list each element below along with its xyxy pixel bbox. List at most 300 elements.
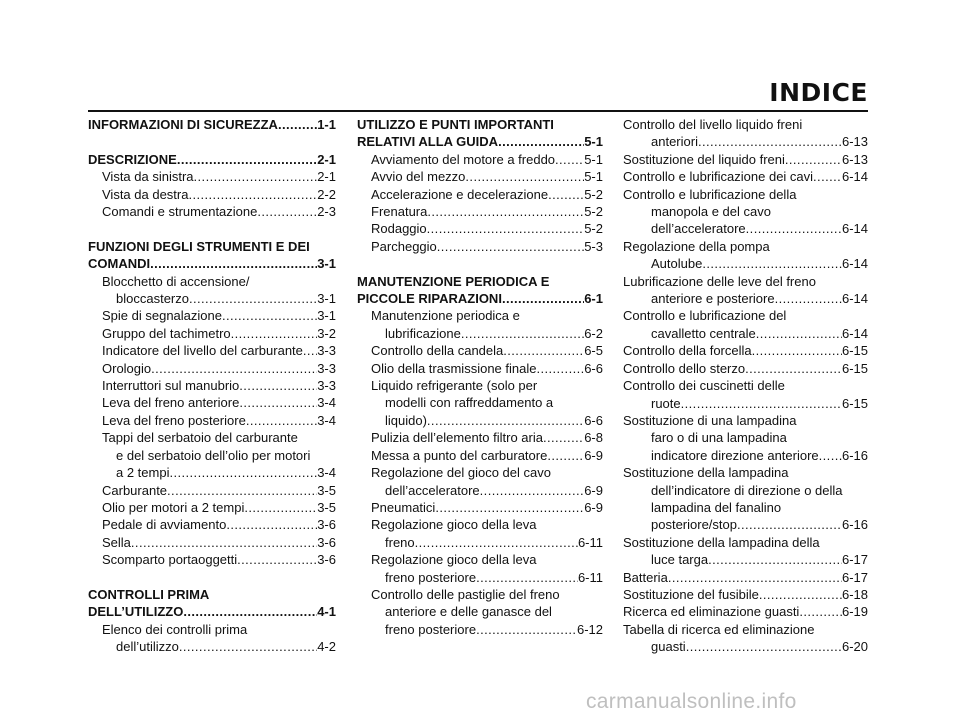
- toc-page-number: 6-18: [841, 586, 868, 602]
- toc-entry: [357, 168, 603, 185]
- toc-entry: [357, 186, 603, 203]
- toc-page-number: 6-14: [841, 256, 868, 272]
- toc-entry-text: Lubrificazione delle leve del freno: [623, 273, 816, 289]
- toc-entry-text: Avvio del mezzo: [371, 169, 466, 185]
- toc-page-number: 5-3: [584, 238, 603, 254]
- toc-entry: [623, 429, 868, 446]
- toc-entry: [623, 325, 868, 342]
- dot-leader: [131, 534, 317, 551]
- toc-entry-text: Blocchetto di accensione/: [102, 273, 250, 289]
- toc-entry-text: Regolazione gioco della leva: [371, 552, 537, 568]
- toc-entry: [357, 516, 603, 533]
- toc-entry-text: anteriori: [651, 134, 698, 150]
- toc-entry-text: Autolube: [651, 256, 703, 272]
- toc-entry-text: cavalletto centrale: [651, 325, 756, 341]
- toc-entry-text: Controllo e lubrificazione del: [623, 308, 787, 324]
- toc-entry-text: Sostituzione del fusibile: [623, 586, 759, 602]
- toc-entry: [623, 273, 868, 290]
- toc-entry-text: Indicatore del livello del carburante: [102, 343, 303, 359]
- toc-entry-text: Avviamento del motore a freddo: [371, 151, 556, 167]
- toc-entry-text: COMANDI: [88, 256, 151, 272]
- dot-leader: [819, 447, 842, 464]
- toc-page-number: 3-3: [317, 343, 336, 359]
- toc-entry-text: manopola e del cavo: [651, 204, 771, 220]
- toc-entry-text: Spie di segnalazione: [102, 308, 222, 324]
- toc-entry-text: Sostituzione della lampadina: [623, 465, 789, 481]
- toc-entry: [357, 220, 603, 237]
- toc-entry-text: CONTROLLI PRIMA: [88, 586, 210, 602]
- toc-entry-text: Manutenzione periodica e: [371, 308, 520, 324]
- dot-leader: [239, 377, 317, 394]
- dot-leader: [799, 603, 842, 620]
- dot-leader: [239, 394, 317, 411]
- toc-entry: [623, 447, 868, 464]
- toc-entry: [623, 290, 868, 307]
- toc-section-heading: [88, 255, 336, 272]
- section-gap: [88, 133, 336, 150]
- toc-page-number: 4-2: [317, 639, 336, 655]
- toc-entry-text: Accelerazione e decelerazione: [371, 186, 549, 202]
- toc-page-number: 3-6: [317, 534, 336, 550]
- toc-entry-text: Ricerca ed eliminazione guasti: [623, 604, 800, 620]
- toc-entry: [623, 238, 868, 255]
- toc-entry-text: Controllo della candela: [371, 343, 504, 359]
- toc-entry: [623, 603, 868, 620]
- dot-leader: [427, 203, 584, 220]
- toc-entry-text: Tappi del serbatoio del carburante: [102, 430, 298, 446]
- toc-page-number: 6-12: [576, 621, 603, 637]
- toc-entry: [88, 429, 336, 446]
- dot-leader: [278, 116, 317, 133]
- toc-page-number: 2-3: [317, 204, 336, 220]
- dot-leader: [555, 151, 584, 168]
- toc-page-number: 3-6: [317, 517, 336, 533]
- toc-page-number: 3-4: [317, 395, 336, 411]
- toc-entry-text: Batteria: [623, 569, 668, 585]
- toc-entry: [623, 360, 868, 377]
- toc-entry-text: dell’indicatore di direzione o della: [651, 482, 843, 498]
- toc-entry: [88, 551, 336, 568]
- dot-leader: [237, 551, 317, 568]
- toc-entry: [357, 238, 603, 255]
- toc-entry: [357, 534, 603, 551]
- toc-entry-text: Vista da destra: [102, 186, 189, 202]
- toc-entry-text: MANUTENZIONE PERIODICA E: [357, 273, 550, 289]
- toc-entry: [623, 551, 868, 568]
- toc-entry: [88, 516, 336, 533]
- toc-entry-text: Elenco dei controlli prima: [102, 621, 248, 637]
- toc-entry: [88, 377, 336, 394]
- toc-entry: [357, 429, 603, 446]
- toc-entry-text: liquido): [385, 412, 427, 428]
- toc-page-number: 6-14: [841, 291, 868, 307]
- toc-entry-text: Tabella di ricerca ed eliminazione: [623, 621, 815, 637]
- toc-entry-text: DELL’UTILIZZO: [88, 604, 184, 620]
- toc-entry-text: Regolazione del gioco del cavo: [371, 465, 551, 481]
- dot-leader: [151, 360, 317, 377]
- toc-entry: [88, 307, 336, 324]
- toc-entry: [623, 203, 868, 220]
- toc-page-number: 6-14: [841, 169, 868, 185]
- toc-entry: [623, 255, 868, 272]
- toc-page-number: 6-14: [841, 325, 868, 341]
- toc-entry: [623, 151, 868, 168]
- toc-page-number: 6-2: [584, 325, 603, 341]
- toc-entry-text: lampadina del fanalino: [651, 499, 782, 515]
- toc-page-number: 3-4: [317, 465, 336, 481]
- toc-entry: [88, 412, 336, 429]
- dot-leader: [150, 255, 317, 272]
- toc-page-number: 3-1: [317, 308, 336, 324]
- toc-page-number: 6-17: [841, 552, 868, 568]
- dot-leader: [785, 151, 842, 168]
- dot-leader: [177, 151, 317, 168]
- toc-column-3: [623, 116, 868, 656]
- dot-leader: [179, 638, 317, 655]
- toc-entry: [623, 534, 868, 551]
- toc-entry-text: Liquido refrigerante (solo per: [371, 378, 538, 394]
- dot-leader: [194, 168, 318, 185]
- toc-entry-text: Controllo delle pastiglie del freno: [371, 586, 560, 602]
- toc-page-number: 3-6: [317, 552, 336, 568]
- toc-entry-text: Gruppo del tachimetro: [102, 325, 231, 341]
- toc-section-heading: [357, 290, 603, 307]
- toc-entry-text: Olio per motori a 2 tempi: [102, 499, 245, 515]
- toc-page-number: 3-1: [317, 256, 336, 272]
- toc-page-number: 2-2: [317, 186, 336, 202]
- toc-page-number: 6-9: [584, 499, 603, 515]
- toc-entry: [623, 116, 868, 133]
- toc-page-number: 5-2: [584, 186, 603, 202]
- toc-entry-text: RELATIVI ALLA GUIDA: [357, 134, 499, 150]
- toc-entry-text: Pedale di avviamento: [102, 517, 227, 533]
- toc-page-number: 6-14: [841, 221, 868, 237]
- toc-entry-text: posteriore/stop: [651, 517, 737, 533]
- toc-entry: [88, 186, 336, 203]
- dot-leader: [681, 395, 842, 412]
- toc-page-number: 6-11: [577, 569, 603, 585]
- dot-leader: [708, 551, 842, 568]
- page-title: INDICE: [769, 78, 868, 107]
- dot-leader: [226, 516, 317, 533]
- toc-entry-text: Sostituzione del liquido freni: [623, 151, 785, 167]
- dot-leader: [427, 220, 585, 237]
- toc-entry: [88, 325, 336, 342]
- toc-entry: [357, 360, 603, 377]
- toc-entry-text: Sostituzione di una lampadina: [623, 412, 797, 428]
- toc-entry-text: anteriore e posteriore: [651, 291, 775, 307]
- toc-entry-text: Vista da sinistra: [102, 169, 194, 185]
- toc-entry: [88, 360, 336, 377]
- dot-leader: [759, 586, 842, 603]
- toc-entry-text: Leva del freno posteriore: [102, 412, 246, 428]
- toc-entry: [357, 569, 603, 586]
- toc-page-number: 6-8: [584, 430, 603, 446]
- toc-entry: [357, 482, 603, 499]
- dot-leader: [480, 482, 585, 499]
- toc-column-2: [357, 116, 603, 638]
- toc-entry-text: Sella: [102, 534, 131, 550]
- toc-page-number: 5-1: [584, 134, 603, 150]
- dot-leader: [183, 603, 317, 620]
- toc-entry-text: Leva del freno anteriore: [102, 395, 240, 411]
- dot-leader: [189, 290, 317, 307]
- toc-entry: [623, 412, 868, 429]
- toc-entry-text: Controllo della forcella: [623, 343, 752, 359]
- toc-entry: [357, 394, 603, 411]
- toc-section-heading: [357, 133, 603, 150]
- toc-page-number: 6-19: [841, 604, 868, 620]
- toc-page-number: 4-1: [317, 604, 336, 620]
- toc-entry-text: Regolazione della pompa: [623, 238, 770, 254]
- toc-page-number: 6-16: [841, 517, 868, 533]
- toc-entry: [623, 186, 868, 203]
- toc-page-number: 6-11: [577, 534, 603, 550]
- dot-leader: [231, 325, 318, 342]
- section-gap: [88, 220, 336, 237]
- toc-entry: [357, 621, 603, 638]
- toc-entry: [623, 133, 868, 150]
- toc-page-number: 6-9: [584, 482, 603, 498]
- toc-entry-text: e del serbatoio dell’olio per motori: [116, 447, 311, 463]
- dot-leader: [169, 464, 317, 481]
- dot-leader: [668, 569, 842, 586]
- toc-entry-text: INFORMAZIONI DI SICUREZZA: [88, 117, 278, 132]
- toc-section-heading: [88, 116, 336, 133]
- dot-leader: [188, 186, 317, 203]
- toc-entry: [88, 394, 336, 411]
- toc-entry-text: dell’acceleratore: [385, 482, 480, 498]
- toc-entry: [357, 307, 603, 324]
- toc-entry-text: Interruttori sul manubrio: [102, 378, 240, 394]
- toc-page-number: 5-2: [584, 221, 603, 237]
- dot-leader: [437, 238, 584, 255]
- toc-entry-text: Controllo del livello liquido freni: [623, 117, 803, 132]
- toc-page-number: 3-4: [317, 412, 336, 428]
- toc-section-heading: [357, 116, 603, 133]
- toc-page-number: 6-13: [841, 134, 868, 150]
- toc-entry-text: dell’utilizzo: [116, 639, 179, 655]
- toc-entry-text: lubrificazione: [385, 325, 461, 341]
- toc-entry: [623, 482, 868, 499]
- toc-entry-text: Controllo e lubrificazione della: [623, 186, 797, 202]
- toc-entry: [357, 342, 603, 359]
- dot-leader: [476, 569, 578, 586]
- toc-page-number: 6-6: [584, 360, 603, 376]
- toc-page-number: 6-16: [841, 447, 868, 463]
- dot-leader: [752, 342, 842, 359]
- toc-entry-text: Messa a punto del carburatore: [371, 447, 548, 463]
- toc-entry: [357, 151, 603, 168]
- toc-entry-text: Controllo dei cuscinetti delle: [623, 378, 785, 394]
- toc-page-number: 3-3: [317, 360, 336, 376]
- toc-entry: [357, 464, 603, 481]
- toc-entry: [88, 534, 336, 551]
- dot-leader: [427, 412, 584, 429]
- toc-entry: [623, 586, 868, 603]
- toc-entry: [623, 342, 868, 359]
- toc-page-number: 6-6: [584, 412, 603, 428]
- toc-entry-text: FUNZIONI DEGLI STRUMENTI E DEI: [88, 238, 310, 254]
- dot-leader: [435, 499, 584, 516]
- toc-page-number: 5-1: [584, 151, 603, 167]
- toc-entry-text: bloccasterzo: [116, 291, 189, 307]
- dot-leader: [775, 290, 842, 307]
- toc-section-heading: [88, 151, 336, 168]
- dot-leader: [222, 307, 317, 324]
- dot-leader: [547, 447, 584, 464]
- toc-entry: [623, 307, 868, 324]
- dot-leader: [303, 342, 317, 359]
- toc-page-number: 3-5: [317, 482, 336, 498]
- toc-page-number: 3-3: [317, 378, 336, 394]
- dot-leader: [246, 412, 317, 429]
- toc-entry: [623, 569, 868, 586]
- toc-section-heading: [88, 586, 336, 603]
- dot-leader: [536, 360, 584, 377]
- toc-entry-text: anteriore e delle ganasce del: [385, 604, 552, 620]
- toc-page-number: 2-1: [317, 169, 336, 185]
- toc-page-number: 6-13: [841, 151, 868, 167]
- toc-entry-text: ruote: [651, 395, 681, 411]
- toc-entry: [357, 325, 603, 342]
- title-divider: [88, 110, 868, 112]
- dot-leader: [461, 325, 584, 342]
- toc-entry-text: Frenatura: [371, 204, 428, 220]
- dot-leader: [813, 168, 842, 185]
- toc-section-heading: [88, 238, 336, 255]
- section-gap: [88, 569, 336, 586]
- toc-entry-text: Controllo dello sterzo: [623, 360, 746, 376]
- dot-leader: [702, 255, 842, 272]
- toc-page-number: 6-1: [584, 291, 603, 307]
- toc-section-heading: [357, 273, 603, 290]
- dot-leader: [257, 203, 317, 220]
- toc-entry-text: Pulizia dell’elemento filtro aria: [371, 430, 543, 446]
- toc-entry: [88, 464, 336, 481]
- toc-entry: [623, 464, 868, 481]
- toc-page-number: 6-15: [841, 343, 868, 359]
- toc-entry-text: Controllo e lubrificazione dei cavi: [623, 169, 814, 185]
- toc-page-number: 5-1: [584, 169, 603, 185]
- toc-entry-text: faro o di una lampadina: [651, 430, 787, 446]
- toc-entry: [357, 551, 603, 568]
- toc-entry-text: luce targa: [651, 552, 709, 568]
- toc-entry-text: Orologio: [102, 360, 152, 376]
- dot-leader: [503, 342, 584, 359]
- toc-entry-text: freno posteriore: [385, 569, 477, 585]
- toc-entry: [88, 482, 336, 499]
- dot-leader: [415, 534, 578, 551]
- toc-entry-text: guasti: [651, 639, 686, 655]
- toc-page-number: 6-15: [841, 360, 868, 376]
- dot-leader: [465, 168, 584, 185]
- toc-entry-text: Sostituzione della lampadina della: [623, 534, 820, 550]
- dot-leader: [244, 499, 317, 516]
- toc-entry: [88, 168, 336, 185]
- toc-entry: [88, 638, 336, 655]
- toc-entry: [357, 203, 603, 220]
- toc-section-heading: [88, 603, 336, 620]
- toc-entry: [357, 499, 603, 516]
- toc-entry-text: freno posteriore: [385, 621, 477, 637]
- toc-entry: [88, 499, 336, 516]
- toc-entry: [357, 447, 603, 464]
- toc-entry-text: Pneumatici: [371, 499, 436, 515]
- toc-entry: [357, 603, 603, 620]
- toc-entry-text: Comandi e strumentazione: [102, 204, 258, 220]
- toc-entry: [623, 377, 868, 394]
- toc-page-number: 3-5: [317, 499, 336, 515]
- toc-entry-text: Carburante: [102, 482, 168, 498]
- toc-entry: [88, 621, 336, 638]
- toc-entry-text: Parcheggio: [371, 238, 437, 254]
- toc-entry-text: dell’acceleratore: [651, 221, 746, 237]
- dot-leader: [698, 133, 842, 150]
- toc-entry-text: a 2 tempi: [116, 465, 170, 481]
- toc-entry: [623, 516, 868, 533]
- toc-entry: [88, 290, 336, 307]
- toc-entry: [623, 395, 868, 412]
- toc-entry-text: Rodaggio: [371, 221, 427, 237]
- toc-entry-text: modelli con raffreddamento a: [385, 395, 554, 411]
- toc-page-number: 6-20: [841, 639, 868, 655]
- toc-entry: [623, 638, 868, 655]
- toc-column-1: [88, 116, 336, 656]
- toc-entry: [623, 499, 868, 516]
- toc-entry: [623, 621, 868, 638]
- section-gap: [357, 255, 603, 272]
- dot-leader: [502, 290, 584, 307]
- toc-entry: [88, 447, 336, 464]
- dot-leader: [548, 186, 584, 203]
- toc-page-number: 6-9: [584, 447, 603, 463]
- toc-entry-text: DESCRIZIONE: [88, 151, 177, 167]
- toc-page-number: 2-1: [317, 151, 336, 167]
- toc-entry-text: freno: [385, 534, 415, 550]
- dot-leader: [476, 621, 577, 638]
- toc-entry: [357, 377, 603, 394]
- dot-leader: [745, 360, 842, 377]
- toc-entry-text: Olio della trasmissione finale: [371, 360, 537, 376]
- dot-leader: [737, 516, 842, 533]
- toc-page-number: 1-1: [317, 117, 336, 132]
- watermark: carmanualsonline.info: [586, 690, 797, 713]
- dot-leader: [686, 638, 842, 655]
- toc-entry: [357, 412, 603, 429]
- dot-leader: [167, 482, 317, 499]
- toc-entry-text: Scomparto portaoggetti: [102, 552, 238, 568]
- toc-page-number: 6-17: [841, 569, 868, 585]
- toc-entry: [357, 586, 603, 603]
- toc-entry: [623, 220, 868, 237]
- toc-entry: [88, 273, 336, 290]
- dot-leader: [746, 220, 842, 237]
- toc-page-number: 6-15: [841, 395, 868, 411]
- toc-entry-text: UTILIZZO E PUNTI IMPORTANTI: [357, 117, 554, 132]
- toc-page-number: 5-2: [584, 204, 603, 220]
- toc-entry: [88, 342, 336, 359]
- toc-page-number: 6-5: [584, 343, 603, 359]
- toc-entry-text: PICCOLE RIPARAZIONI: [357, 291, 502, 307]
- toc-entry-text: Regolazione gioco della leva: [371, 517, 537, 533]
- toc-page-number: 3-1: [317, 291, 336, 307]
- dot-leader: [543, 429, 584, 446]
- toc-entry: [623, 168, 868, 185]
- toc-entry: [88, 203, 336, 220]
- toc-page-number: 3-2: [317, 325, 336, 341]
- dot-leader: [756, 325, 842, 342]
